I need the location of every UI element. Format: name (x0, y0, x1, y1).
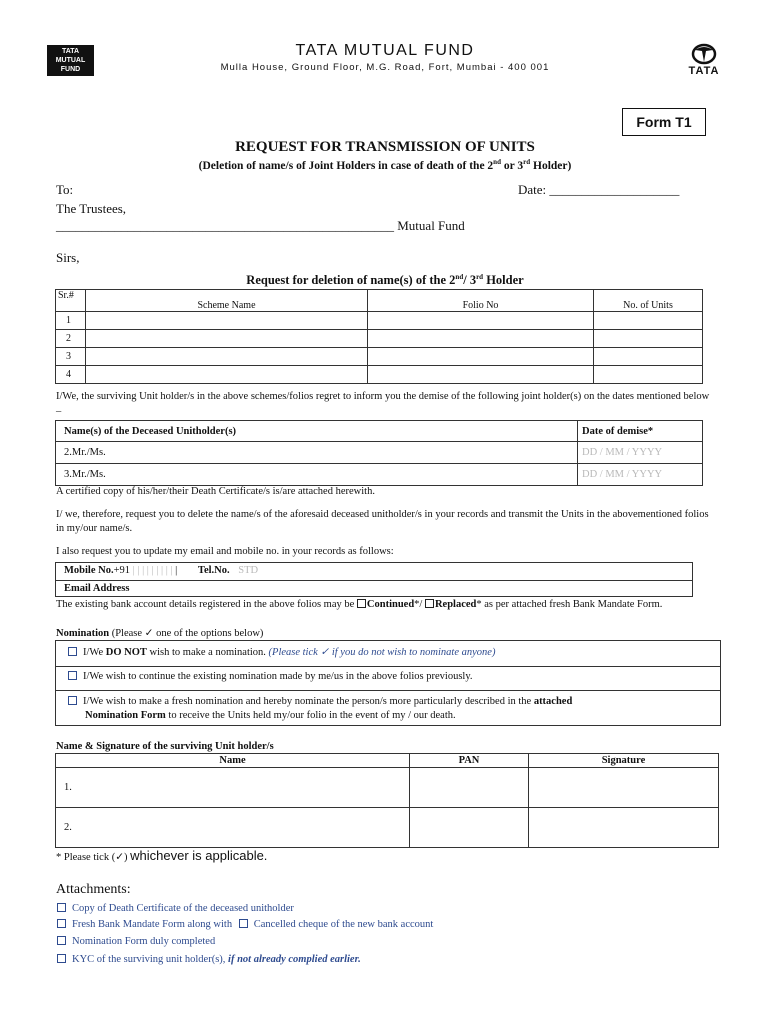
attachment-item-3[interactable] (57, 936, 215, 947)
signature-name-2[interactable]: 2. (56, 808, 410, 848)
opt1-post: wish to make a nomination. (146, 647, 269, 658)
checkbox-icon[interactable] (57, 903, 66, 912)
scheme-header-folio: Folio No (368, 290, 594, 312)
deceased-date-3[interactable]: DD / MM / YYYY (578, 464, 703, 486)
attachments-heading: Attachments: (56, 882, 131, 897)
pan-cell[interactable] (410, 768, 529, 808)
folio-cell[interactable] (368, 330, 594, 348)
form-code: Form T1 (622, 108, 706, 136)
tata-emblem-icon (684, 42, 724, 78)
opt1-note: (Please tick ✓ if you do not wish to nominate anyone) (268, 647, 496, 658)
opt3-post: to receive the Units held my/our folio in the event of my / our death. (165, 710, 456, 721)
units-cell[interactable] (594, 312, 703, 330)
scheme-header-sr: Sr.# (56, 290, 86, 312)
checkbox-icon[interactable] (68, 647, 77, 656)
deletion-sup1: nd (455, 273, 464, 281)
scheme-sr-1: 1 (56, 312, 86, 330)
folio-cell[interactable] (368, 312, 594, 330)
signature-header-pan: PAN (410, 754, 529, 768)
subtitle-mid: or 3 (500, 159, 524, 172)
scheme-name-cell[interactable] (86, 312, 368, 330)
checkbox-icon[interactable] (68, 696, 77, 705)
signature-name-1[interactable]: 1. (56, 768, 410, 808)
deletion-pre: Request for deletion of name(s) of the 2 (246, 273, 456, 288)
tick-note-pre: * Please tick (✓) (56, 852, 131, 863)
scheme-sr-4: 4 (56, 366, 86, 384)
checkbox-icon[interactable] (57, 936, 66, 945)
request-text: I/ we, therefore, request you to delete the name/s of the aforesaid deceased unitholder/s in your records and transmit the Units in the abovementioned folios in my/our name/s. (56, 509, 709, 534)
checkbox-icon[interactable] (239, 919, 248, 928)
logo-line-2: MUTUAL (55, 57, 86, 64)
deceased-name-2[interactable]: 2.Mr./Ms. (56, 442, 578, 464)
signature-heading: Name & Signature of the surviving Unit holder/s (56, 741, 274, 752)
mutual-fund-line (56, 218, 465, 234)
address: Mulla House, Ground Floor, M.G. Road, Fort, Mumbai - 400 001 (220, 62, 550, 73)
attachment-4-em: if not already complied earlier. (228, 954, 361, 965)
units-cell[interactable] (594, 366, 703, 384)
subtitle-sup2: rd (523, 158, 531, 166)
scheme-header-name: Scheme Name (86, 290, 368, 312)
contact-box (55, 562, 693, 597)
nomination-option-1[interactable] (68, 646, 495, 658)
signature-table (55, 753, 719, 848)
table-row (56, 366, 703, 384)
attachment-item-1[interactable] (57, 903, 294, 914)
opt3-bold1: attached (533, 696, 573, 707)
attachment-item-4[interactable] (57, 954, 361, 965)
scheme-name-cell[interactable] (86, 348, 368, 366)
attachment-item-2[interactable] (57, 919, 433, 930)
scheme-header-units: No. of Units (594, 290, 703, 312)
bank-post: * as per attached fresh Bank Mandate Form. (476, 599, 663, 610)
logo-line-1: TATA (61, 48, 80, 55)
deletion-mid: / 3 (463, 273, 477, 288)
table-row (56, 330, 703, 348)
scheme-sr-3: 3 (56, 348, 86, 366)
checkbox-icon[interactable] (57, 919, 66, 928)
attachment-3-text: Nomination Form duly completed (72, 936, 216, 947)
table-row (56, 808, 719, 848)
units-cell[interactable] (594, 330, 703, 348)
attachment-1-text: Copy of Death Certificate of the deceased unitholder (72, 903, 294, 914)
deceased-date-2[interactable]: DD / MM / YYYY (578, 442, 703, 464)
deceased-table (55, 420, 703, 486)
deceased-header-date: Date of demise* (578, 421, 703, 442)
subtitle-post: Holder) (530, 159, 572, 172)
attachment-2a-text: Fresh Bank Mandate Form along with (72, 919, 233, 930)
subtitle-pre: (Deletion of name/s of Joint Holders in case of death of the 2 (198, 159, 494, 172)
bank-sep: */ (414, 599, 425, 610)
folio-cell[interactable] (368, 348, 594, 366)
mutual-fund-blank[interactable]: ____________________________________________________ (56, 218, 394, 233)
mobile-digit-boxes[interactable]: | | | | | | | | | (130, 565, 176, 576)
nomination-option-3[interactable] (68, 695, 708, 723)
tick-note-post: whichever is applicable. (130, 848, 268, 863)
opt2-text: I/We wish to continue the existing nomination made by me/us in the above folios previously. (83, 671, 473, 682)
subtitle-sup1: nd (493, 158, 501, 166)
checkbox-icon[interactable] (57, 954, 66, 963)
opt1-bold: DO NOT (105, 647, 147, 658)
demise-text: I/We, the surviving Unit holder/s in the above schemes/folios regret to inform you the demise of the following joint holder(s) on the dates mentioned below – (56, 391, 710, 417)
bank-pre: The existing bank account details registered in the above folios may be (56, 599, 357, 610)
tick-note (56, 848, 267, 863)
to-label: To: (56, 182, 74, 197)
email-label[interactable]: Email Address (64, 583, 130, 594)
nomination-label-line (56, 627, 263, 639)
mobile-line: Mobile No.+91 | | | | | | | | | | Tel.No. STD (64, 565, 259, 576)
table-row (56, 768, 719, 808)
opt1-pre: I/We (83, 647, 106, 658)
tata-wordmark: TATA (688, 65, 720, 77)
page-title: TATA MUTUAL FUND (295, 42, 475, 59)
scheme-name-cell[interactable] (86, 366, 368, 384)
table-row (56, 442, 703, 464)
trustees-label: The Trustees, (56, 201, 127, 216)
folio-cell[interactable] (368, 366, 594, 384)
checkbox-icon[interactable] (68, 671, 77, 680)
deletion-post: Holder (483, 273, 524, 288)
bank-text (56, 598, 696, 611)
bank-continued: Continued (366, 599, 415, 610)
opt3-pre: I/We wish to make a fresh nomination and hereby nominate the person/s more particularly described in the (83, 696, 534, 707)
logo-line-3: FUND (60, 66, 81, 73)
deceased-name-3[interactable]: 3.Mr./Ms. (56, 464, 578, 486)
nomination-hint: (Please ✓ one of the options below) (111, 628, 264, 639)
attachment-2b-text: Cancelled cheque of the new bank account (253, 919, 434, 930)
deletion-heading (0, 273, 770, 288)
document-title: REQUEST FOR TRANSMISSION OF UNITS (235, 139, 535, 155)
salutation: Sirs, (56, 250, 80, 265)
bank-replaced: Replaced (434, 599, 477, 610)
attachment-4-text: KYC of the surviving unit holder(s), (72, 954, 229, 965)
deceased-header-name: Name(s) of the Deceased Unitholder(s) (56, 421, 578, 442)
mobile-label: Mobile No. (64, 565, 114, 576)
std-field[interactable]: STD (238, 565, 259, 576)
date-field[interactable]: Date: ____________________ (518, 182, 680, 197)
mobile-prefix: +91 (113, 565, 130, 576)
continued-checkbox[interactable] (357, 599, 366, 608)
signature-header-signature: Signature (529, 754, 719, 768)
update-text: I also request you to update my email and mobile no. in your records as follows: (56, 546, 394, 557)
nomination-label: Nomination (56, 628, 110, 639)
deletion-sup2: rd (476, 273, 484, 281)
mutual-fund-label: Mutual Fund (397, 218, 465, 233)
signature-cell[interactable] (529, 808, 719, 848)
signature-cell[interactable] (529, 768, 719, 808)
table-row (56, 312, 703, 330)
table-row (56, 464, 703, 486)
nomination-option-2[interactable] (68, 671, 473, 682)
pan-cell[interactable] (410, 808, 529, 848)
scheme-name-cell[interactable] (86, 330, 368, 348)
scheme-sr-2: 2 (56, 330, 86, 348)
replaced-checkbox[interactable] (425, 599, 434, 608)
opt3-bold2: Nomination Form (85, 710, 166, 721)
scheme-table (55, 289, 703, 384)
units-cell[interactable] (594, 348, 703, 366)
signature-header-name: Name (56, 754, 410, 768)
certified-text: A certified copy of his/her/their Death Certificate/s is/are attached herewith. (56, 486, 375, 497)
tel-label: Tel.No. (197, 565, 230, 576)
nomination-options (55, 640, 721, 726)
document-subtitle (0, 158, 770, 172)
table-row (56, 348, 703, 366)
